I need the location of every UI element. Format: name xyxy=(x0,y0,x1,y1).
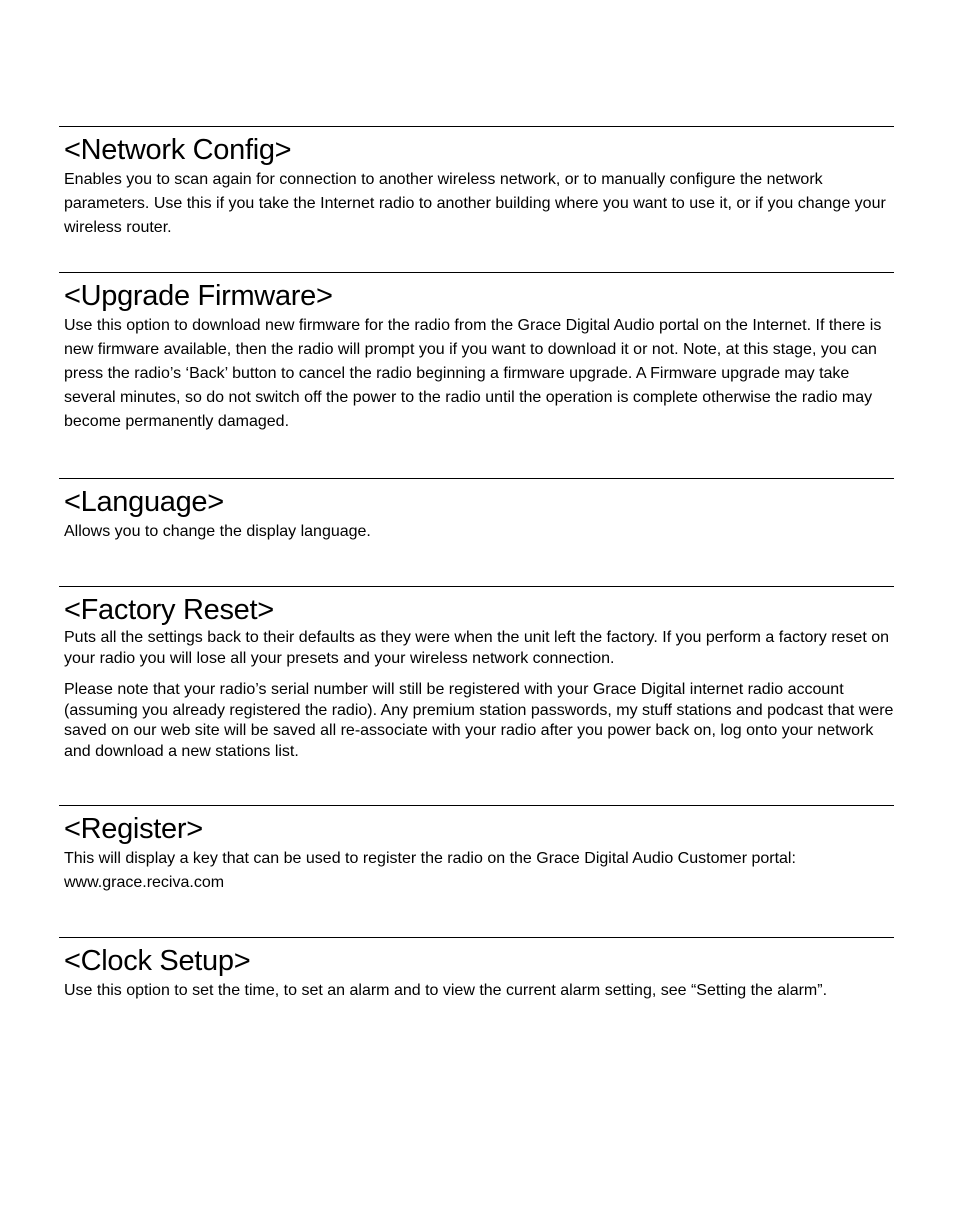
section-paragraph: Allows you to change the display language. xyxy=(64,523,371,540)
section-divider xyxy=(59,586,894,587)
section-heading: <Factory Reset> xyxy=(64,594,274,626)
section-network-config xyxy=(59,126,894,240)
section-divider xyxy=(59,478,894,479)
section-paragraph: This will display a key that can be used to register the radio on the Grace Digital Audio Customer portal: www.grace.reciva.com xyxy=(64,850,796,891)
section-heading: <Upgrade Firmware> xyxy=(64,280,333,312)
section-upgrade-firmware xyxy=(59,272,894,434)
section-factory-reset xyxy=(59,586,894,762)
section-divider xyxy=(59,126,894,127)
section-heading: <Clock Setup> xyxy=(64,945,251,977)
section-paragraph: Puts all the settings back to their defaults as they were when the unit left the factory. If you perform a factory reset on your radio you will lose all your presets and your wireless network connection. xyxy=(64,629,890,667)
section-language xyxy=(59,478,894,544)
section-heading: <Language> xyxy=(64,486,224,518)
section-register xyxy=(59,805,894,895)
section-paragraph: Enables you to scan again for connection to another wireless network, or to manually configure the network parameters. Use this if you take the Internet radio to another building where you want to use it, or if you change your wireless router. xyxy=(64,171,886,236)
section-divider xyxy=(59,937,894,938)
section-clock-setup xyxy=(59,937,894,1003)
section-divider xyxy=(59,272,894,273)
section-paragraph: Use this option to download new firmware for the radio from the Grace Digital Audio portal on the Internet. If there is new firmware available, then the radio will prompt you if you want to download it or not. Note, at this stage, you can press the radio’s ‘Back’ button to cancel the radio beginning a firmware upgrade. A Firmware upgrade may take several minutes, so do not switch off the power to the radio until the operation is complete otherwise the radio may become permanently damaged. xyxy=(64,317,882,430)
section-divider xyxy=(59,805,894,806)
section-paragraph: Use this option to set the time, to set an alarm and to view the current alarm setting, see “Setting the alarm”. xyxy=(64,982,828,999)
section-heading: <Register> xyxy=(64,813,203,845)
section-paragraph: Please note that your radio’s serial number will still be registered with your Grace Digital internet radio account (assuming you already registered the radio). Any premium station passwords, my stuff stations and podcast that were saved on our web site will be saved all re-associate with your radio after you power back on, log onto your network and download a new stations list. xyxy=(64,681,894,760)
section-heading: <Network Config> xyxy=(64,134,292,166)
